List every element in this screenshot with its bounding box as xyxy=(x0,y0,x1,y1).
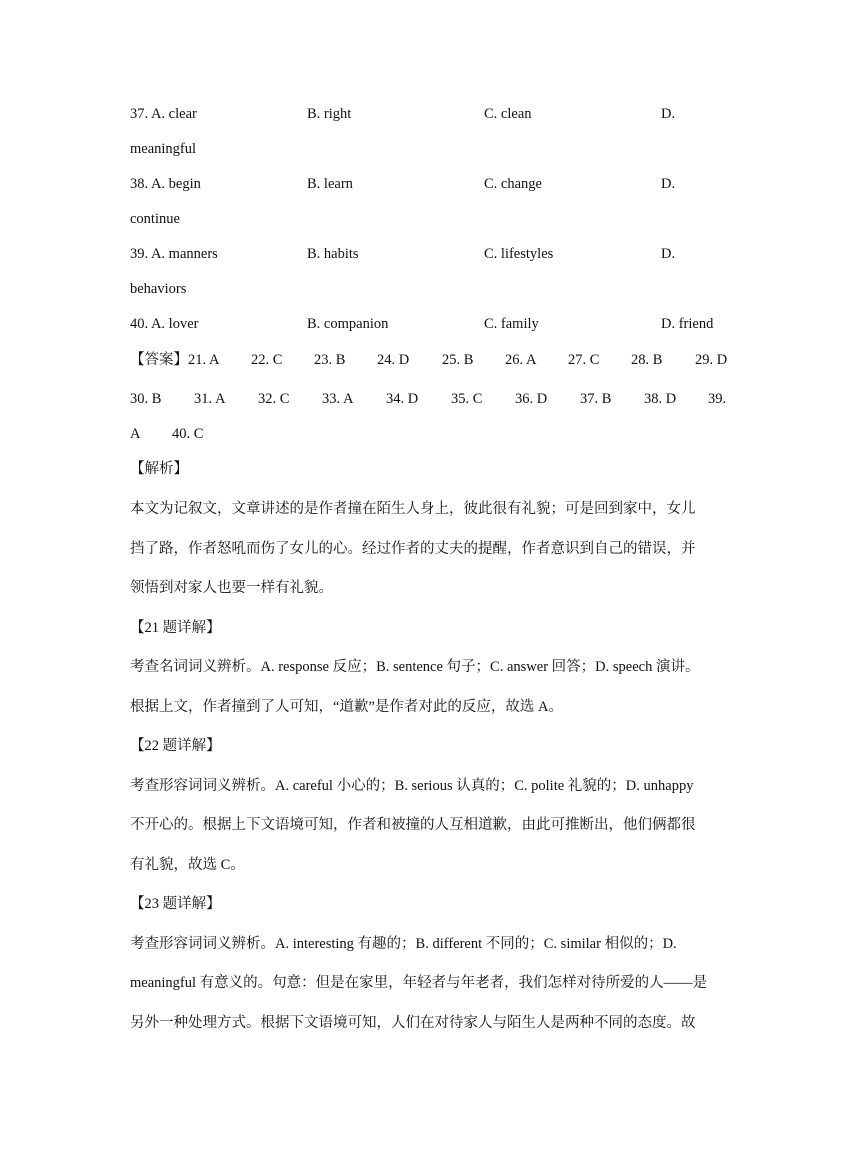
answer-item: 21. A xyxy=(188,352,220,368)
option-d-continuation: behaviors xyxy=(130,281,187,297)
answer-item: 22. C xyxy=(251,352,283,368)
option-b: B. right xyxy=(307,106,352,122)
answer-item: 25. B xyxy=(442,352,474,368)
answer-item: 27. C xyxy=(568,352,600,368)
answer-item: 23. B xyxy=(314,352,346,368)
option-a: 38. A. begin xyxy=(130,176,201,192)
option-d: D. xyxy=(661,246,676,262)
option-b: B. learn xyxy=(307,176,353,192)
q22-line: 考查形容词词义辨析。A. careful 小心的；B. serious 认真的；C. polite 礼貌的；D. unhappy xyxy=(130,778,694,794)
analysis-line: 本文为记叙文，文章讲述的是作者撞在陌生人身上，彼此很有礼貌；可是回到家中，女儿 xyxy=(130,501,696,517)
answer-item: 29. D xyxy=(695,352,728,368)
analysis-line: 领悟到对家人也要一样有礼貌。 xyxy=(130,580,333,596)
option-c: C. clean xyxy=(484,106,532,122)
q23-heading: 【23 题详解】 xyxy=(130,896,221,912)
option-d: D. xyxy=(661,176,676,192)
answer-item: 36. D xyxy=(515,391,548,407)
q23-line: meaningful 有意义的。句意：但是在家里，年轻者与年老者，我们怎样对待所爱的人——是 xyxy=(130,975,708,991)
q22-line: 不开心的。根据上下文语境可知，作者和被撞的人互相道歉，由此可推断出，他们俩都很 xyxy=(130,817,696,833)
answer-item: 37. B xyxy=(580,391,612,407)
option-d-continuation: meaningful xyxy=(130,141,197,157)
answer-item: 33. A xyxy=(322,391,354,407)
answer-item: 35. C xyxy=(451,391,483,407)
answer-item: 40. C xyxy=(172,426,204,442)
option-c: C. change xyxy=(484,176,542,192)
q21-line: 根据上文，作者撞到了人可知，“道歉”是作者对此的反应，故选 A。 xyxy=(130,699,563,715)
q22-line: 有礼貌，故选 C。 xyxy=(130,857,245,873)
answer-item: 32. C xyxy=(258,391,290,407)
answer-item: 24. D xyxy=(377,352,410,368)
option-a: 39. A. manners xyxy=(130,246,218,262)
q21-line: 考查名词词义辨析。A. response 反应；B. sentence 句子；C. answer 回答；D. speech 演讲。 xyxy=(130,659,700,675)
q21-heading: 【21 题详解】 xyxy=(130,620,221,636)
answer-label: 【答案】 xyxy=(130,352,188,368)
answer-item: 31. A xyxy=(194,391,226,407)
option-b: B. companion xyxy=(307,316,389,332)
option-a: 37. A. clear xyxy=(130,106,197,122)
option-b: B. habits xyxy=(307,246,359,262)
answer-item: 38. D xyxy=(644,391,677,407)
option-d: D. xyxy=(661,106,676,122)
option-c: C. lifestyles xyxy=(484,246,554,262)
answer-item: 26. A xyxy=(505,352,537,368)
answer-item: 28. B xyxy=(631,352,663,368)
q22-heading: 【22 题详解】 xyxy=(130,738,221,754)
answer-item: A xyxy=(130,426,141,442)
option-d: D. friend xyxy=(661,316,714,332)
answer-item: 30. B xyxy=(130,391,162,407)
q23-line: 另外一种处理方式。根据下文语境可知，人们在对待家人与陌生人是两种不同的态度。故 xyxy=(130,1015,696,1031)
analysis-heading: 【解析】 xyxy=(130,461,188,477)
answer-item: 34. D xyxy=(386,391,419,407)
analysis-line: 挡了路，作者怒吼而伤了女儿的心。经过作者的丈夫的提醒，作者意识到自己的错误，并 xyxy=(130,541,696,557)
q23-line: 考查形容词词义辨析。A. interesting 有趣的；B. different 不同的；C. similar 相似的；D. xyxy=(130,936,677,952)
option-d-continuation: continue xyxy=(130,211,180,227)
option-a: 40. A. lover xyxy=(130,316,199,332)
option-c: C. family xyxy=(484,316,539,332)
answer-item: 39. xyxy=(708,391,727,407)
